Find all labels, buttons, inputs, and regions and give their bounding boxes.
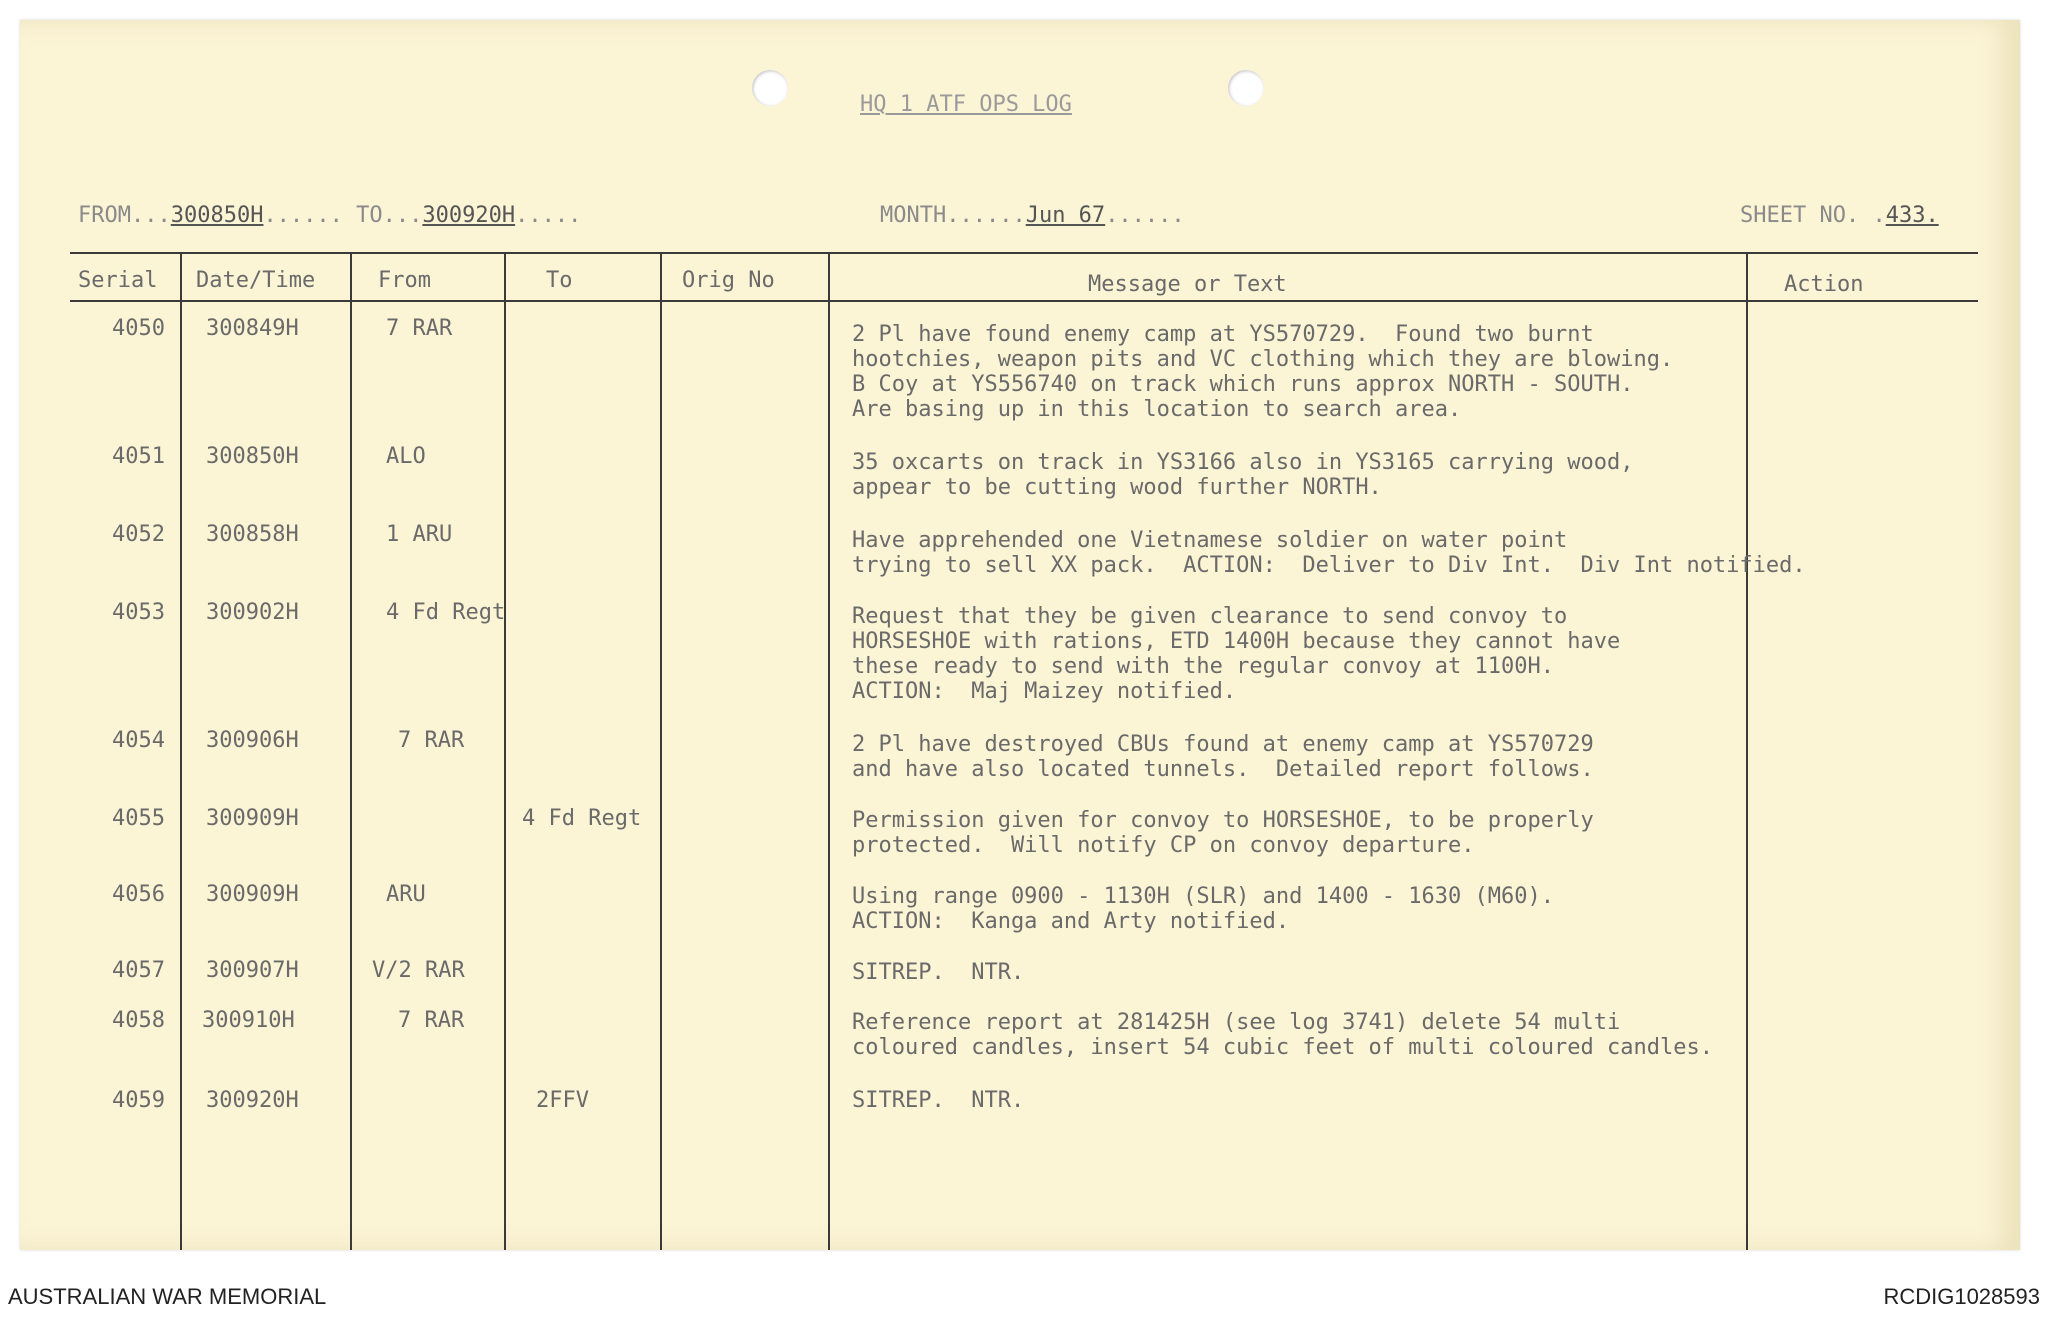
row-from: ALO (386, 444, 426, 469)
row-datetime: 300909H (206, 806, 299, 831)
row-message: Permission given for convoy to HORSESHOE, to be properly protected. Will notify CP on convoy departure. (852, 808, 1594, 858)
row-message: SITREP. NTR. (852, 1088, 1025, 1113)
footer-left: AUSTRALIAN WAR MEMORIAL (8, 1284, 327, 1309)
row-from: V/2 RAR (372, 958, 465, 983)
row-from: 7 RAR (398, 1008, 465, 1033)
row-message: Using range 0900 - 1130H (SLR) and 1400 - 1630 (M60). ACTION: Kanga and Arty notified. (852, 884, 1554, 934)
month-field (880, 178, 1185, 228)
punch-hole-right (1228, 70, 1264, 106)
row-message: 2 Pl have found enemy camp at YS570729. Found two burnt hootchies, weapon pits and VC clothing which they are blowing. B Coy at YS556740 on track which runs approx NORTH - SOUTH. Are basing up in this location to search area. (852, 322, 1674, 422)
row-from: 1 ARU (386, 522, 453, 547)
to-label: ...... TO... (263, 203, 423, 228)
row-from: 7 RAR (386, 316, 453, 341)
row-serial: 4055 (112, 806, 165, 831)
row-to: 2FFV (536, 1088, 589, 1113)
row-serial: 4059 (112, 1088, 165, 1113)
row-message: Have apprehended one Vietnamese soldier on water point trying to sell XX pack. ACTION: Deliver to Div Int. Div Int notified. (852, 528, 1806, 578)
column-divider-serial (180, 252, 182, 1250)
from-value: 300850H (170, 203, 264, 228)
row-serial: 4056 (112, 882, 165, 907)
row-datetime: 300909H (206, 882, 299, 907)
row-to: 4 Fd Regt (522, 806, 642, 831)
row-datetime: 300850H (206, 444, 299, 469)
column-divider-to (660, 252, 662, 1250)
table-header-rule (70, 300, 1978, 302)
row-serial: 4052 (112, 522, 165, 547)
row-serial: 4053 (112, 600, 165, 625)
punch-hole-left (752, 70, 788, 106)
row-serial: 4051 (112, 444, 165, 469)
row-datetime: 300858H (206, 522, 299, 547)
row-message: Reference report at 281425H (see log 3741) delete 54 multi coloured candles, insert 54 cubic feet of multi coloured candles. (852, 1010, 1713, 1060)
header-line (78, 178, 581, 228)
row-message: 35 oxcarts on track in YS3166 also in YS3165 carrying wood, appear to be cutting wood further NORTH. (852, 450, 1634, 500)
row-datetime: 300849H (206, 316, 299, 341)
month-value: Jun 67 (1025, 203, 1106, 228)
sheet-value: 433. (1885, 203, 1939, 228)
from-label: FROM... (78, 203, 171, 228)
row-datetime: 300902H (206, 600, 299, 625)
row-from: ARU (386, 882, 426, 907)
month-dots: ...... (1105, 203, 1185, 228)
column-divider-orig (828, 252, 830, 1250)
month-label: MONTH...... (880, 203, 1026, 228)
row-serial: 4057 (112, 958, 165, 983)
row-message: Request that they be given clearance to send convoy to HORSESHOE with rations, ETD 1400H because they cannot have these ready to send with the regular convoy at 1100H. ACTION: Maj Maizey notified. (852, 604, 1621, 704)
sheet-field (1740, 178, 1939, 228)
row-message: 2 Pl have destroyed CBUs found at enemy camp at YS570729 and have also located tunnels. Detailed report follows. (852, 732, 1594, 782)
row-serial: 4054 (112, 728, 165, 753)
footer-right: RCDIG1028593 (1883, 1284, 2040, 1309)
row-datetime: 300907H (206, 958, 299, 983)
column-divider-message (1746, 252, 1748, 1250)
to-value: 300920H (422, 203, 516, 228)
to-dots: ..... (515, 203, 582, 228)
row-datetime: 300910H (202, 1008, 295, 1033)
column-header-to: To (546, 268, 573, 293)
row-from: 4 Fd Regt (386, 600, 506, 625)
row-serial: 4058 (112, 1008, 165, 1033)
table-top-rule (70, 252, 1978, 254)
column-header-orig-no: Orig No (682, 268, 775, 293)
row-message: SITREP. NTR. (852, 960, 1025, 985)
column-header-action: Action (1784, 272, 1864, 297)
log-title: HQ 1 ATF OPS LOG (860, 92, 1072, 117)
row-from: 7 RAR (398, 728, 465, 753)
column-header-from: From (378, 268, 431, 293)
sheet-label: SHEET NO. . (1740, 203, 1886, 228)
column-divider-from (504, 252, 506, 1250)
column-header-serial: Serial (78, 268, 158, 293)
row-datetime: 300906H (206, 728, 299, 753)
row-datetime: 300920H (206, 1088, 299, 1113)
row-serial: 4050 (112, 316, 165, 341)
column-header-message: Message or Text (1088, 272, 1287, 297)
column-header-datetime: Date/Time (196, 268, 316, 293)
column-divider-datetime (350, 252, 352, 1250)
